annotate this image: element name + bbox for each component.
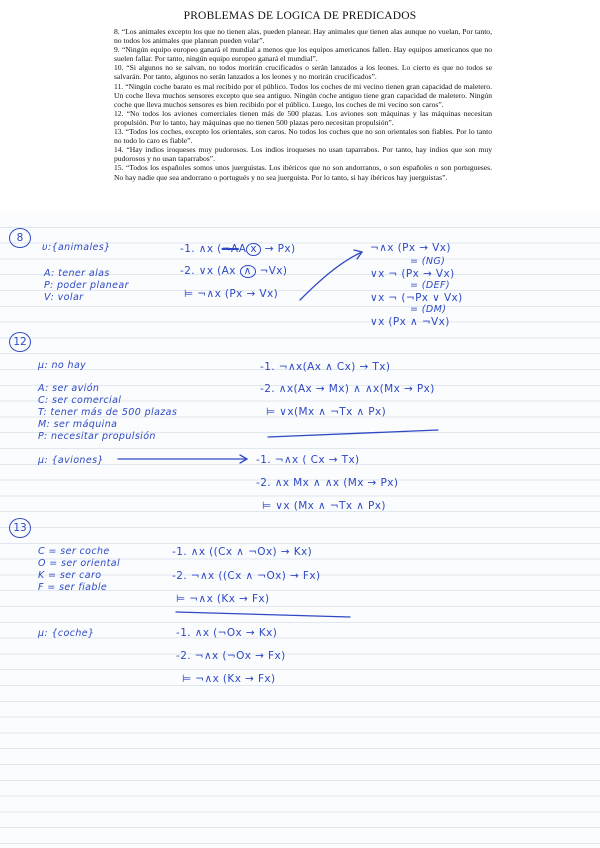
ex12-key-a: A: ser avión: [38, 383, 100, 394]
ex8-step-6: = (DM): [410, 304, 447, 315]
ex8-step-4: = (DEF): [410, 280, 450, 291]
ex12-line-b3: ⊨ ∨x (Mx ∧ ¬Tx ∧ Px): [262, 500, 386, 512]
problem-14: 14. “Hay indios iroqueses muy pudorosos. Los indios iroqueses no usan taparrabos. Por tanto, hay indios que son muy pudorosos y no usan taparrabos”.: [114, 145, 492, 164]
problem-9: 9. “Ningún equipo europeo ganará el mundial a menos que los equipos americanos fallen. Hay equipos americanos que no suelen fallar. Por tanto, ningún equipo europeo ganará el mundial”.: [114, 45, 492, 64]
ex13-line-a3: ⊨ ¬∧x (Kx → Fx): [176, 593, 270, 605]
ex8-premise-1-struck: ¬A: [221, 243, 239, 255]
ex8-premise-1-prefix: -1. ∧x (: [180, 243, 222, 255]
ex8-step-3: ∨x ¬ (Px → Vx): [370, 268, 455, 280]
ex13-line-a2: -2. ¬∧x ((Cx ∧ ¬Ox) → Fx): [172, 570, 321, 582]
ex12-universe-b: μ: {aviones}: [38, 455, 104, 466]
ex12-line-b2: -2. ∧x Mx ∧ ∧x (Mx → Px): [256, 477, 399, 489]
ex8-premise-1-circled: x: [246, 243, 261, 256]
ex8-premise-2-suffix: ¬Vx): [255, 265, 288, 277]
ex12-line-b1: -1. ¬∧x ( Cx → Tx): [256, 454, 360, 466]
ex8-universe: υ:{animales}: [42, 242, 111, 253]
ex13-key-o: O = ser oriental: [38, 558, 121, 569]
ex12-universe-a: μ: no hay: [38, 360, 87, 371]
ex8-key-p: P: poder planear: [44, 280, 129, 291]
ex12-line-a1: -1. ¬∧x(Ax ∧ Cx) → Tx): [260, 361, 391, 373]
problem-10: 10. “Si algunos no se salvan, no todos morirán crucificados o serán lanzados a los leones. Lo cierto es que no todos se salvarán. Por tanto, algunos no serán lanzados a los leones y no morirán crucificados”.: [114, 63, 492, 82]
exercise-13-number: 13: [9, 518, 31, 538]
ex13-universe-b: μ: {coche}: [38, 628, 95, 639]
ex8-key-v: V: volar: [44, 292, 84, 303]
ex12-key-p: P: necesitar propulsión: [38, 431, 156, 442]
ex8-premise-1-mid: A: [238, 243, 247, 255]
ex8-key-a: A: tener alas: [44, 268, 110, 279]
exercise-12-number: 12: [9, 332, 31, 352]
ex12-line-a3: ⊨ ∨x(Mx ∧ ¬Tx ∧ Px): [266, 406, 387, 418]
ex13-key-f: F = ser fiable: [38, 582, 108, 593]
ex13-line-b2: -2. ¬∧x (¬Ox → Fx): [176, 650, 286, 662]
exercise-8-number: 8: [9, 228, 31, 248]
ex12-underline: [268, 430, 438, 437]
ex12-key-t: T: tener más de 500 plazas: [38, 407, 178, 418]
ex8-step-7: ∨x (Px ∧ ¬Vx): [370, 316, 450, 328]
ex12-line-a2: -2. ∧x(Ax → Mx) ∧ ∧x(Mx → Px): [260, 383, 435, 395]
ex8-step-5: ∨x ¬ (¬Px ∨ Vx): [370, 292, 463, 304]
ex12-key-c: C: ser comercial: [38, 395, 122, 406]
ex8-conclusion: ⊨ ¬∧x (Px → Vx): [184, 288, 279, 300]
ex13-key-k: K = ser caro: [38, 570, 102, 581]
ex13-key-c: C = ser coche: [38, 546, 110, 557]
problem-15: 15. “Todos los españoles somos unos juerguistas. Los ibéricos que no son andorranos, o son españoles o son portugueses. No hay nadie que sea andorrano o portugués y no sea juerguista. Por lo tanto, si hay ibéricos hay juerguistas”.: [114, 163, 492, 182]
problem-11: 11. “Ningún coche barato es mal recibido por el público. Todos los coches de mi vecino tienen gran capacidad de maletero. Un coche lleva muchos sensores excepto que sea antiguo. Ningún coche antiguo tiene gran capacidad de maletero. Ningún coche que lleva muchos sensores es bien recibido por el público. Luego, los coches de mi vecino son caros”.: [114, 81, 492, 109]
ex13-line-b3: ⊨ ¬∧x (Kx → Fx): [182, 673, 276, 685]
problem-12: 12. “No todos los aviones comerciales tienen más de 500 plazas. Los aviones son máquinas y las máquinas necesitan propulsión. Por lo tanto, hay máquinas que no tienen 500 plazas pero necesitan propulsión”.: [114, 108, 492, 127]
ex8-premise-2-prefix: -2. ∨x (Ax: [180, 265, 240, 277]
page-title: PROBLEMAS DE LOGICA DE PREDICADOS: [183, 10, 417, 22]
ex8-curved-arrow: [300, 252, 362, 300]
ex13-line-b1: -1. ∧x (¬Ox → Kx): [176, 627, 278, 639]
ex8-premise-2-circled: ∧: [240, 265, 256, 278]
problem-13: 13. “Todos los coches, excepto los orientales, son caros. No todos los coches que no son orientales son fiables. Por lo tanto no todo lo caro es fiable”.: [114, 127, 492, 146]
ex13-underline: [176, 612, 350, 617]
ex12-key-m: M: ser máquina: [38, 419, 118, 430]
ex8-step-2: = (NG): [410, 256, 446, 267]
problem-8: 8. “Los animales excepto los que no tienen alas, pueden planear. Hay animales que tienen alas aunque no vuelan, Por tanto, no todos los animales que planean pueden volar”.: [114, 27, 492, 46]
ex8-step-1: ¬∧x (Px → Vx): [370, 242, 451, 254]
ex8-premise-1-suffix: → Px): [260, 243, 296, 255]
ex13-line-a1: -1. ∧x ((Cx ∧ ¬Ox) → Kx): [172, 546, 313, 558]
